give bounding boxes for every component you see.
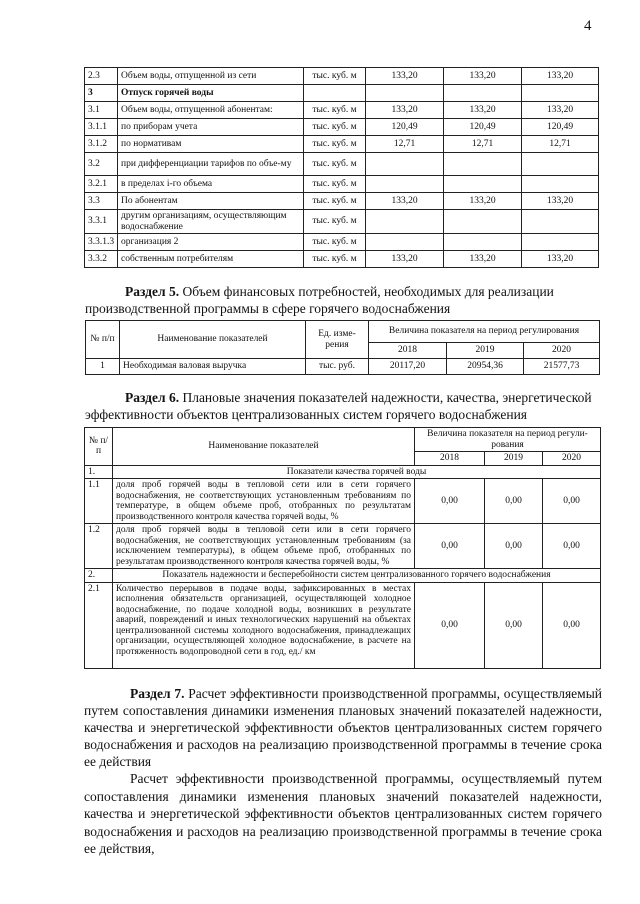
row-value-2018: 0,00 bbox=[415, 524, 485, 569]
table-row bbox=[85, 479, 601, 524]
row-value-2019: 133,20 bbox=[444, 193, 522, 210]
section-6-heading bbox=[85, 389, 599, 423]
header-year-2019: 2019 bbox=[485, 452, 543, 466]
row-num: 2.1 bbox=[85, 582, 113, 668]
row-value-2019: 0,00 bbox=[485, 524, 543, 569]
header-unit: Ед. изме-рения bbox=[306, 321, 369, 359]
row-num: 3.1.2 bbox=[85, 136, 118, 153]
row-unit: тыс. куб. м bbox=[304, 153, 366, 176]
row-value-2018 bbox=[366, 153, 444, 176]
table-row bbox=[85, 234, 599, 251]
row-num: 3.2 bbox=[85, 153, 118, 176]
row-name: другим организациям, осуществляющим водоснабжение bbox=[118, 210, 304, 234]
row-value-2019 bbox=[444, 176, 522, 193]
row-num: 1.1 bbox=[85, 479, 113, 524]
row-unit: тыс. куб. м bbox=[304, 136, 366, 153]
section-6-label: Раздел 6. bbox=[125, 390, 180, 405]
section-5-text: Объем финансовых потребностей, необходимых для реализации производственной программы в сфере горячего водоснабжения bbox=[85, 284, 554, 316]
table-row bbox=[85, 251, 599, 268]
row-value-2020: 12,71 bbox=[522, 136, 599, 153]
row-value-2019 bbox=[444, 234, 522, 251]
row-name: доля проб горячей воды в тепловой сети или в сети горячего водоснабжения, не соответствующих установленным требованиям по температуре, в общем объеме проб, отобранных по результатам производственного контроля качества горячей воды, % bbox=[113, 479, 415, 524]
header-period: Величина показателя на период регули-рования bbox=[415, 428, 601, 452]
row-value-2018: 20117,20 bbox=[369, 359, 447, 375]
group-row bbox=[85, 569, 601, 583]
row-value-2018 bbox=[366, 176, 444, 193]
row-value-2020: 0,00 bbox=[543, 524, 601, 569]
row-unit: тыс. куб. м bbox=[304, 102, 366, 119]
section-7-heading bbox=[84, 685, 602, 770]
row-unit: тыс. куб. м bbox=[304, 193, 366, 210]
row-num: 3.2.1 bbox=[85, 176, 118, 193]
row-value-2020: 133,20 bbox=[522, 68, 599, 85]
row-value-2019: 133,20 bbox=[444, 68, 522, 85]
header-num: № п/п bbox=[85, 428, 113, 466]
row-value-2018 bbox=[366, 85, 444, 102]
row-name: в пределах i-го объема bbox=[118, 176, 304, 193]
row-unit: тыс. куб. м bbox=[304, 210, 366, 234]
row-unit: тыс. куб. м bbox=[304, 251, 366, 268]
row-num: 3.3.1 bbox=[85, 210, 118, 234]
row-name: по нормативам bbox=[118, 136, 304, 153]
row-value-2019: 133,20 bbox=[444, 251, 522, 268]
header-year-2018: 2018 bbox=[369, 343, 447, 359]
table-row bbox=[85, 68, 599, 85]
row-value-2018: 133,20 bbox=[366, 193, 444, 210]
table-row bbox=[85, 119, 599, 136]
row-name: Количество перерывов в подаче воды, зафиксированных в местах исполнения обязательств организацией, осуществляющей холодное водоснабжение, по подаче холодной воды, возникших в результате аварий, повреждений и иных технологических нарушений на объектах централизованной системы холодного водоснабжения, принадлежащих организации, осуществляющей холодное водоснабжение, в расчете на протяженность водопроводной сети в год, ед./ км bbox=[113, 582, 415, 668]
row-value-2018: 133,20 bbox=[366, 102, 444, 119]
row-num: 3.3.1.3 bbox=[85, 234, 118, 251]
header-year-2020: 2020 bbox=[543, 452, 601, 466]
group-num: 2. bbox=[85, 569, 113, 583]
header-name: Наименование показателей bbox=[120, 321, 306, 359]
row-value-2020 bbox=[522, 210, 599, 234]
row-value-2020 bbox=[522, 153, 599, 176]
table-row bbox=[85, 210, 599, 234]
row-num: 1.2 bbox=[85, 524, 113, 569]
row-value-2020: 133,20 bbox=[522, 102, 599, 119]
row-value-2020: 133,20 bbox=[522, 193, 599, 210]
table-row bbox=[85, 153, 599, 176]
header-year-2019: 2019 bbox=[447, 343, 524, 359]
financial-needs-table bbox=[85, 320, 600, 375]
header-year-2020: 2020 bbox=[524, 343, 600, 359]
row-value-2019: 0,00 bbox=[485, 479, 543, 524]
row-name: Отпуск горячей воды bbox=[118, 85, 304, 102]
row-value-2018: 133,20 bbox=[366, 251, 444, 268]
row-unit: тыс. куб. м bbox=[304, 234, 366, 251]
efficiency-paragraph: Расчет эффективности производственной программы, осуществляемый путем сопоставления динамики изменения плановых значений показателей надежности, качества и энергетической эффективности объектов централизованных систем горячего водоснабжения и расходов на реализацию производственной программы в течение срока ее действия, bbox=[84, 771, 602, 856]
table-row bbox=[85, 524, 601, 569]
row-value-2019: 120,49 bbox=[444, 119, 522, 136]
row-name: при дифференциации тарифов по объе-му bbox=[118, 153, 304, 176]
row-name: Необходимая валовая выручка bbox=[120, 359, 306, 375]
table-row bbox=[86, 359, 600, 375]
row-num: 2.3 bbox=[85, 68, 118, 85]
table-row bbox=[85, 176, 599, 193]
water-balance-table bbox=[84, 67, 599, 268]
row-name: по приборам учета bbox=[118, 119, 304, 136]
row-num: 3 bbox=[85, 85, 118, 102]
row-name: доля проб горячей воды в тепловой сети или в сети горячего водоснабжения, не соответствующих установленным требованиям (за исключением температуры), в общем объеме проб, отобранных по результатам производственного контроля качества горячей воды, % bbox=[113, 524, 415, 569]
row-value-2020: 21577,73 bbox=[524, 359, 600, 375]
row-name: Объем воды, отпущенной абонентам: bbox=[118, 102, 304, 119]
header-name: Наименование показателей bbox=[113, 428, 415, 466]
row-value-2018: 12,71 bbox=[366, 136, 444, 153]
row-value-2020: 120,49 bbox=[522, 119, 599, 136]
row-value-2019: 12,71 bbox=[444, 136, 522, 153]
row-value-2020 bbox=[522, 176, 599, 193]
header-year-2018: 2018 bbox=[415, 452, 485, 466]
row-value-2019 bbox=[444, 210, 522, 234]
table-row bbox=[85, 136, 599, 153]
reliability-indicators-table bbox=[84, 427, 601, 669]
row-value-2018: 0,00 bbox=[415, 479, 485, 524]
row-num: 3.1.1 bbox=[85, 119, 118, 136]
row-unit: тыс. куб. м bbox=[304, 68, 366, 85]
row-unit: тыс. руб. bbox=[306, 359, 369, 375]
section-5-label: Раздел 5. bbox=[125, 284, 180, 299]
row-unit: тыс. куб. м bbox=[304, 119, 366, 136]
row-name: По абонентам bbox=[118, 193, 304, 210]
page-number: 4 bbox=[584, 18, 592, 34]
row-value-2020: 133,20 bbox=[522, 251, 599, 268]
row-value-2019: 20954,36 bbox=[447, 359, 524, 375]
row-value-2018: 0,00 bbox=[415, 582, 485, 668]
row-value-2020 bbox=[522, 85, 599, 102]
group-title: Показатели качества горячей воды bbox=[113, 465, 601, 479]
row-value-2020 bbox=[522, 234, 599, 251]
row-unit: тыс. куб. м bbox=[304, 176, 366, 193]
row-name: организация 2 bbox=[118, 234, 304, 251]
row-num: 3.3 bbox=[85, 193, 118, 210]
row-value-2019 bbox=[444, 153, 522, 176]
row-value-2018 bbox=[366, 210, 444, 234]
group-row bbox=[85, 465, 601, 479]
table-row bbox=[85, 582, 601, 668]
table-row bbox=[85, 85, 599, 102]
group-num: 1. bbox=[85, 465, 113, 479]
section-7-text: Расчет эффективности производственной программы, осуществляемый путем сопоставления динамики изменения плановых значений показателей надежности, качества и энергетической эффективности объектов централизованных систем горячего водоснабжения и расходов на реализацию производственной программы в течение срока ее действия bbox=[84, 686, 602, 769]
row-value-2018: 120,49 bbox=[366, 119, 444, 136]
row-value-2019: 0,00 bbox=[485, 582, 543, 668]
row-value-2018: 133,20 bbox=[366, 68, 444, 85]
row-value-2020: 0,00 bbox=[543, 582, 601, 668]
header-period: Величина показателя на период регулирования bbox=[369, 321, 600, 343]
header-num: № п/п bbox=[86, 321, 120, 359]
group-title: Показатель надежности и бесперебойности систем централизованного горячего водоснабжения bbox=[113, 569, 601, 583]
row-name: Объем воды, отпущенной из сети bbox=[118, 68, 304, 85]
section-6-text: Плановые значения показателей надежности, качества, энергетической эффективности объектов централизованных систем горячего водоснабжения bbox=[85, 390, 592, 422]
row-value-2018 bbox=[366, 234, 444, 251]
row-unit bbox=[304, 85, 366, 102]
table-row bbox=[85, 102, 599, 119]
row-num: 3.3.2 bbox=[85, 251, 118, 268]
row-value-2020: 0,00 bbox=[543, 479, 601, 524]
row-name: собственным потребителям bbox=[118, 251, 304, 268]
section-7-label: Раздел 7. bbox=[130, 686, 185, 701]
row-value-2019 bbox=[444, 85, 522, 102]
row-num: 3.1 bbox=[85, 102, 118, 119]
section-5-heading bbox=[85, 283, 599, 317]
row-num: 1 bbox=[86, 359, 120, 375]
table-row bbox=[85, 193, 599, 210]
row-value-2019: 133,20 bbox=[444, 102, 522, 119]
